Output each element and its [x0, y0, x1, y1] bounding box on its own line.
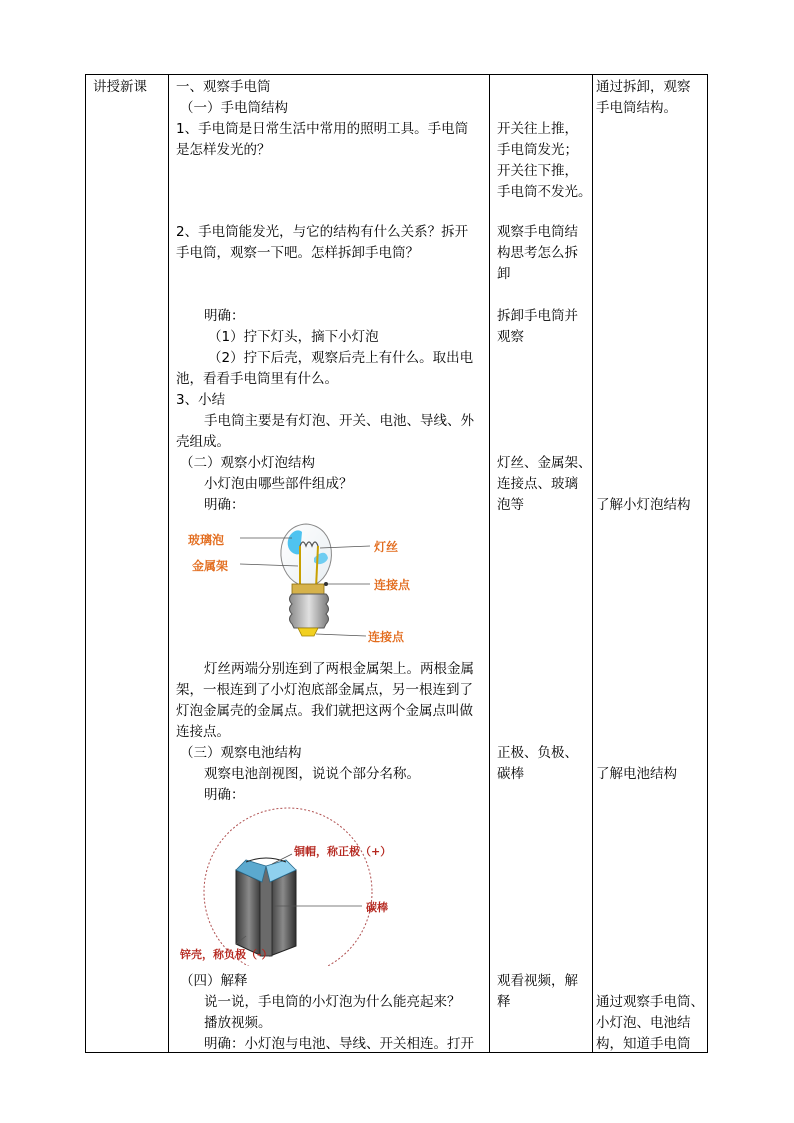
step-text: （2）拧下后壳，观察后壳上有什么。取出电	[208, 350, 474, 366]
student-activity: 卸	[497, 266, 511, 282]
subsection-title: （一）手电筒结构	[180, 100, 288, 116]
bulb-label-contact-bottom: 连接点	[368, 630, 405, 644]
design-intent: 通过观察手电筒、	[596, 994, 704, 1010]
question-text: 是怎样发光的？	[176, 142, 271, 158]
design-intent: 了解电池结构	[596, 766, 677, 782]
design-intent: 手电筒结构。	[596, 100, 677, 116]
student-activity: 手电筒不发光。	[497, 184, 592, 200]
design-intent: 小灯泡、电池结	[596, 1015, 691, 1031]
bulb-label-frame: 金属架	[192, 559, 229, 573]
bulb-label-filament: 灯丝	[374, 540, 399, 554]
summary-title: 3、小结	[176, 392, 226, 408]
student-activity: 手电筒发光；	[497, 142, 578, 158]
student-activity: 拆卸手电筒并	[497, 308, 578, 324]
paragraph-text: 灯丝两端分别连到了两根金属架上。两根金属	[204, 661, 474, 677]
battery-diagram	[176, 806, 436, 966]
battery-label-cap: 铜帽，称正极（+）	[294, 845, 392, 858]
clarify-label: 明确：	[204, 497, 245, 513]
question-text: 说一说，手电筒的小灯泡为什么能亮起来？	[204, 994, 461, 1010]
question-text: 1、手电筒是日常生活中常用的照明工具。手电筒	[176, 121, 469, 137]
step-text: 池，看看手电筒里有什么。	[176, 371, 338, 387]
battery-label-shell: 锌壳，称负极（-）	[180, 948, 273, 961]
student-activity: 构思考怎么拆	[497, 245, 578, 261]
question-text: 2、手电筒能发光，与它的结构有什么关系？拆开	[176, 224, 469, 240]
bulb-label-contact-top: 连接点	[374, 578, 411, 592]
summary-text: 手电筒主要是有灯泡、开关、电池、导线、外	[204, 413, 474, 429]
student-activity: 观察	[497, 329, 524, 345]
student-activity: 观察手电筒结	[497, 224, 578, 240]
student-activity: 开关往下推，	[497, 163, 578, 179]
subsection-title: （二）观察小灯泡结构	[180, 455, 315, 471]
clarify-text: 明确：小灯泡与电池、导线、开关相连。打开	[204, 1036, 474, 1052]
design-intent: 通过拆卸，观察	[596, 79, 691, 95]
subsection-title: （四）解释	[180, 973, 248, 989]
question-text: 手电筒，观察一下吧。怎样拆卸手电筒？	[176, 245, 419, 261]
bulb-label-glass: 玻璃泡	[188, 533, 225, 547]
student-activity: 开关往上推，	[497, 121, 578, 137]
paragraph-text: 连接点。	[176, 724, 230, 740]
question-text: 小灯泡由哪些部件组成？	[204, 476, 353, 492]
step-text: （1）拧下灯头，摘下小灯泡	[208, 329, 379, 345]
battery-label-rod: 碳棒	[366, 901, 388, 914]
subsection-title: （三）观察电池结构	[180, 745, 302, 761]
table-top-border	[85, 74, 708, 75]
table-border-right	[707, 74, 708, 1053]
student-activity: 释	[497, 994, 511, 1010]
paragraph-text: 架，一根连到了小灯泡底部金属点，另一根连到了	[176, 682, 473, 698]
column-divider-2	[489, 74, 490, 1053]
section-title: 一、观察手电筒	[176, 79, 271, 95]
student-activity: 连接点、玻璃	[497, 476, 578, 492]
clarify-label: 明确：	[204, 787, 245, 803]
student-activity: 泡等	[497, 497, 524, 513]
student-activity: 碳棒	[497, 766, 524, 782]
column-divider-1	[168, 74, 169, 1053]
table-border-left	[85, 74, 86, 1053]
paragraph-text: 灯泡金属壳的金属点。我们就把这两个金属点叫做	[176, 703, 473, 719]
question-text: 观察电池剖视图，说说个部分名称。	[204, 766, 420, 782]
instruction-text: 播放视频。	[204, 1015, 272, 1031]
student-activity: 观看视频，解	[497, 973, 578, 989]
student-activity: 正极、负极、	[497, 745, 578, 761]
design-intent: 了解小灯泡结构	[596, 497, 691, 513]
summary-text: 壳组成。	[176, 434, 230, 450]
design-intent: 构，知道手电筒	[596, 1036, 691, 1052]
column-divider-3	[592, 74, 593, 1053]
student-activity: 灯丝、金属架、	[497, 455, 592, 471]
clarify-label: 明确：	[204, 308, 245, 324]
stage-label: 讲授新课	[93, 79, 147, 95]
